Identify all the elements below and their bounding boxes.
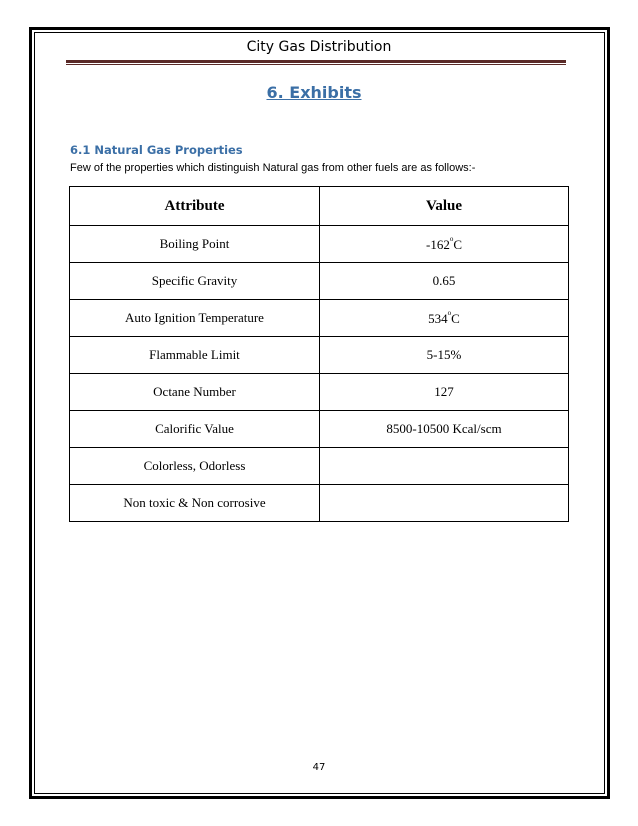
attribute-cell: Colorless, Odorless <box>70 448 320 485</box>
subsection-heading: 6.1 Natural Gas Properties <box>70 143 243 157</box>
header-rule <box>66 60 566 63</box>
degree-symbol: o <box>449 235 454 243</box>
table-header-row <box>70 187 569 226</box>
value-cell: 8500-10500 Kcal/scm <box>320 411 569 448</box>
value-cell <box>320 448 569 485</box>
intro-paragraph: Few of the properties which distinguish Natural gas from other fuels are as follows:- <box>70 162 476 174</box>
value-number: -162 <box>425 237 450 252</box>
section-heading: 6. Exhibits <box>266 83 362 102</box>
header-rule-thin <box>66 64 566 65</box>
value-unit: C <box>451 311 460 326</box>
table-row <box>70 263 569 300</box>
column-header-value: Value <box>320 187 569 226</box>
value-cell <box>320 485 569 522</box>
attribute-cell: Octane Number <box>70 374 320 411</box>
attribute-cell: Boiling Point <box>70 226 320 263</box>
value-unit: C <box>453 237 462 252</box>
value-cell: 5-15% <box>320 337 569 374</box>
running-header: City Gas Distribution <box>246 39 392 55</box>
value-cell <box>320 300 569 337</box>
value-cell: 127 <box>320 374 569 411</box>
properties-table <box>69 186 569 522</box>
page-number: 47 <box>312 762 326 773</box>
attribute-cell: Auto Ignition Temperature <box>70 300 320 337</box>
table-row <box>70 411 569 448</box>
degree-symbol: o <box>447 309 452 317</box>
attribute-cell: Specific Gravity <box>70 263 320 300</box>
column-header-attribute: Attribute <box>70 187 320 226</box>
value-number: 534 <box>428 311 448 326</box>
table-row <box>70 485 569 522</box>
table-row <box>70 337 569 374</box>
table-row <box>70 448 569 485</box>
table-row <box>70 300 569 337</box>
attribute-cell: Flammable Limit <box>70 337 320 374</box>
value-cell: 0.65 <box>320 263 569 300</box>
attribute-cell: Calorific Value <box>70 411 320 448</box>
value-cell <box>320 226 569 263</box>
table-row <box>70 374 569 411</box>
table-row <box>70 226 569 263</box>
attribute-cell: Non toxic & Non corrosive <box>70 485 320 522</box>
